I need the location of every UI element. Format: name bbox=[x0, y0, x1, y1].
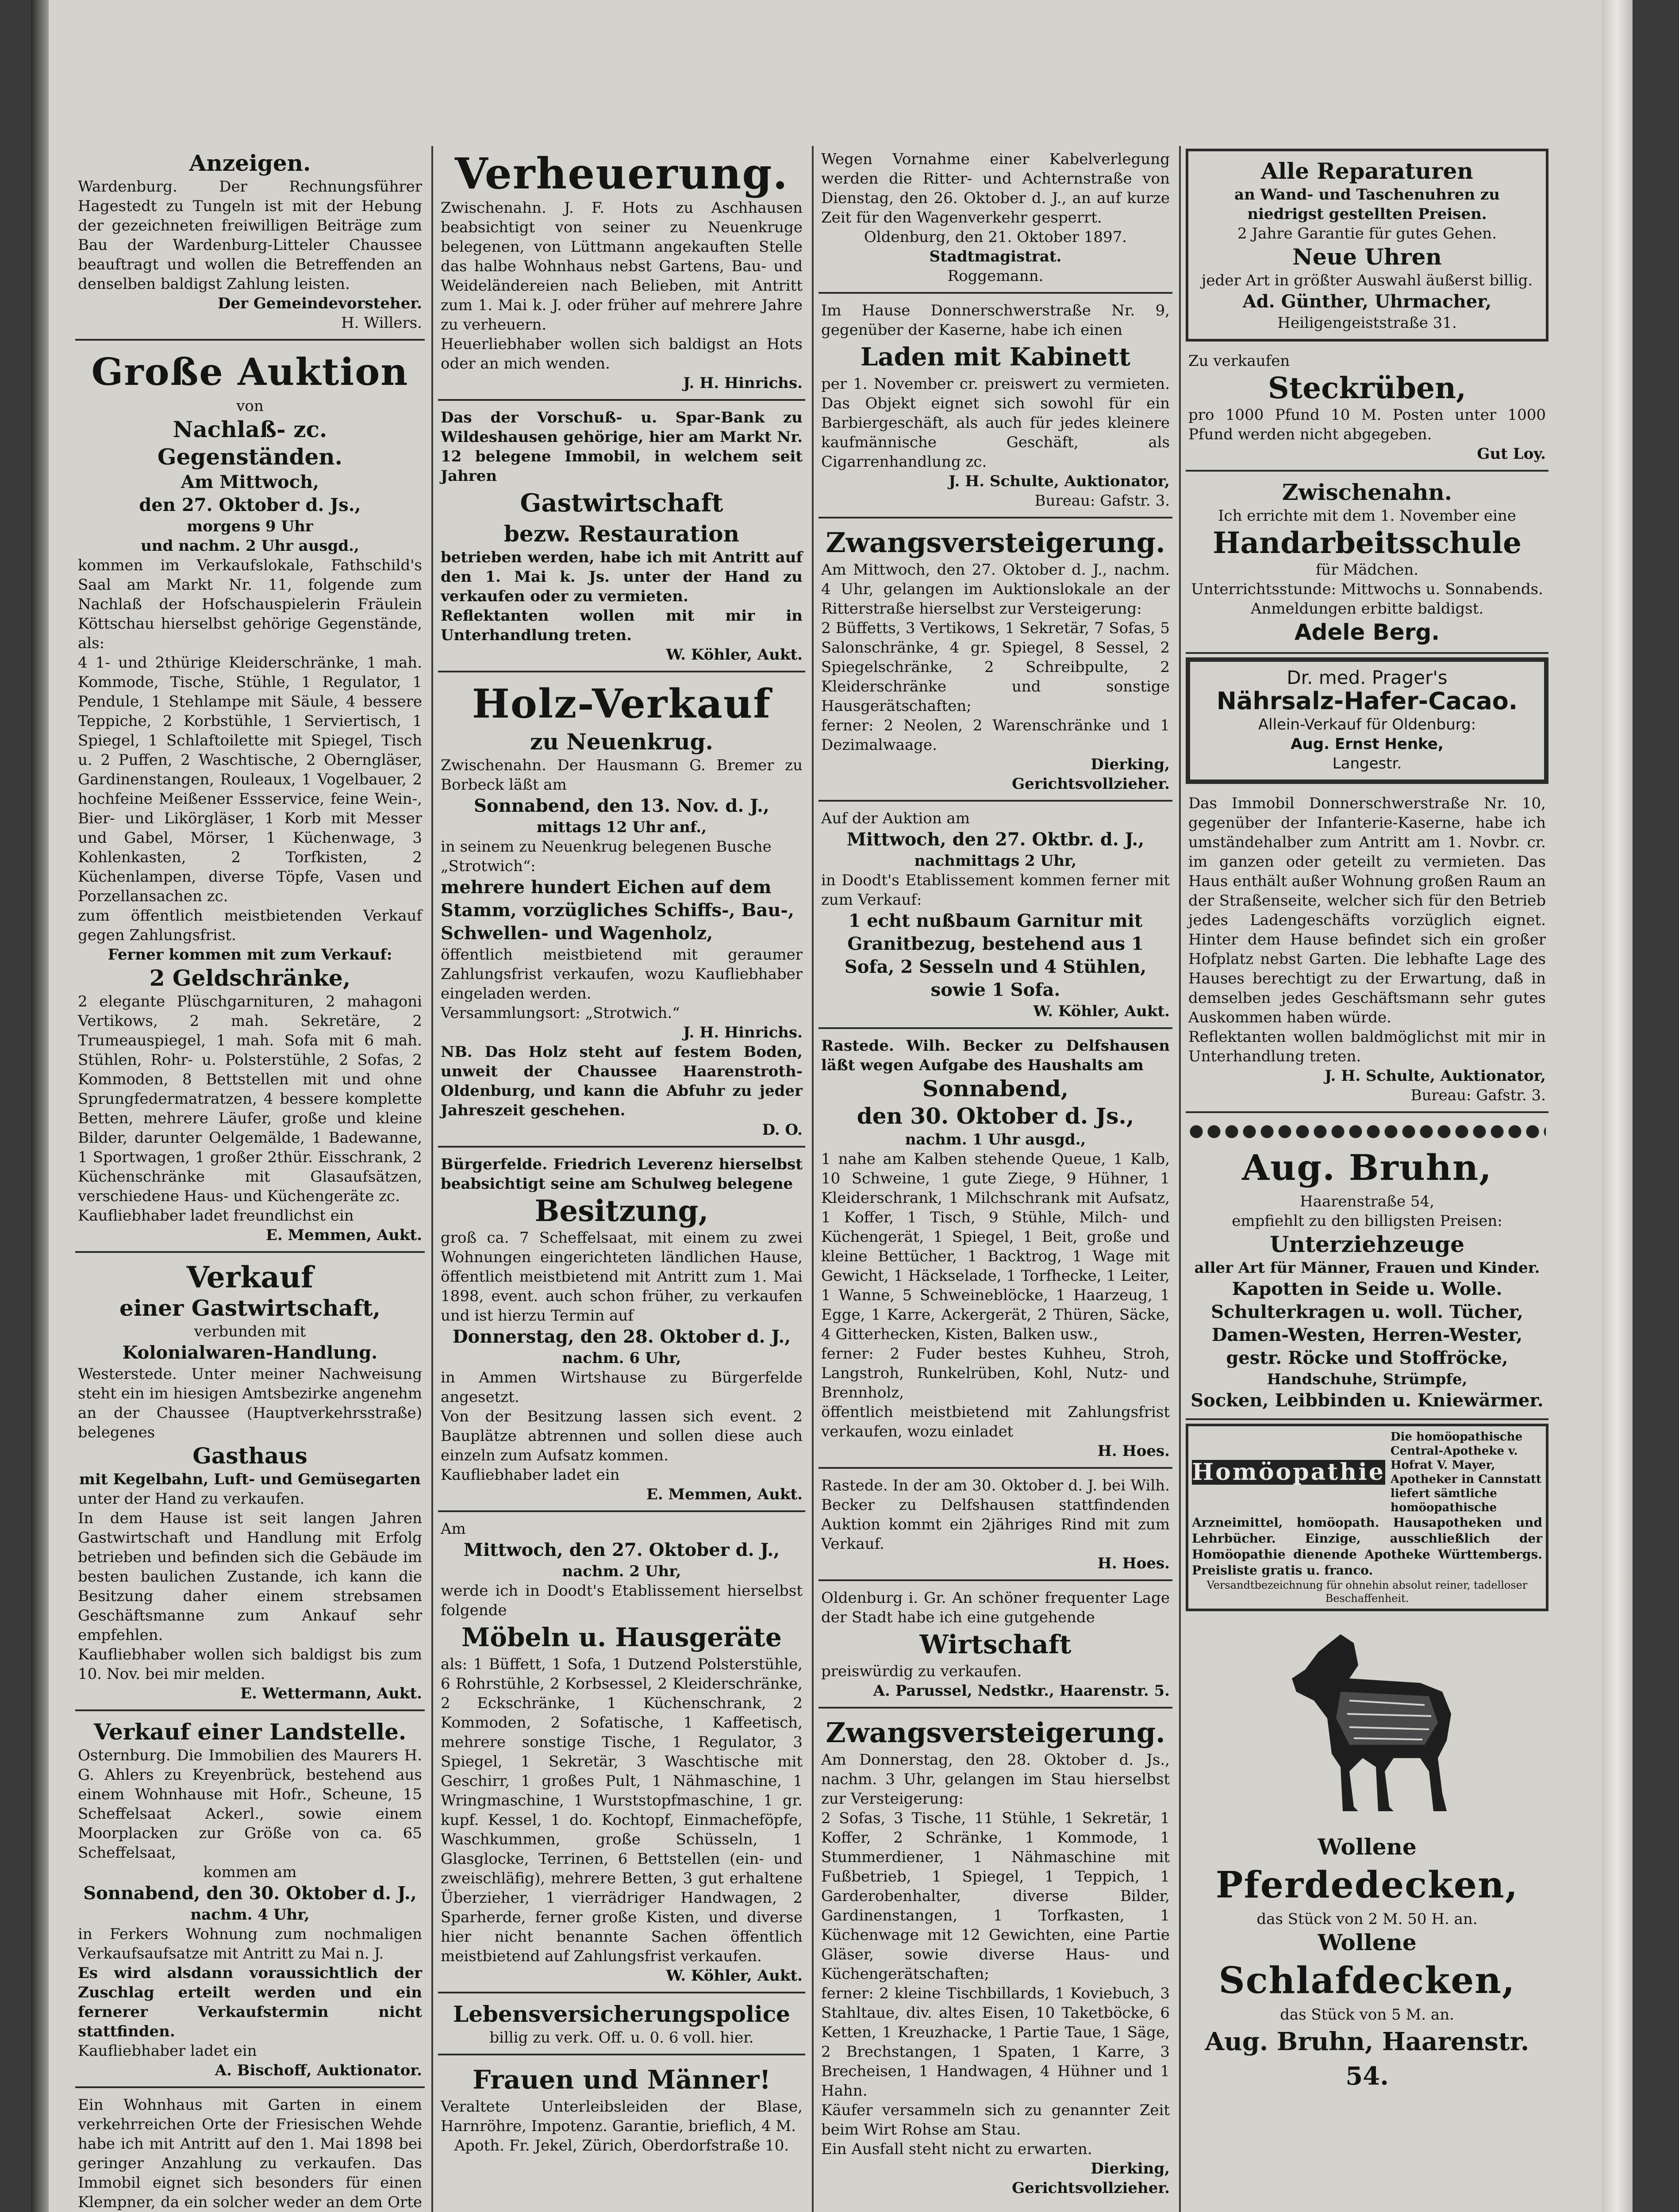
ad-wardenburg bbox=[75, 146, 425, 341]
column-rule bbox=[812, 146, 814, 2212]
ad-signature: Aug. Ernst Henke, bbox=[1291, 735, 1444, 753]
ad-signature: A. Bischoff, Auktionator. bbox=[215, 2062, 422, 2079]
ad-verheuerung bbox=[438, 146, 805, 401]
ad-wirtschaft bbox=[818, 1585, 1172, 1709]
ad-time: mittags 12 Uhr anf., bbox=[536, 818, 707, 836]
ad-signature: D. O. bbox=[762, 1121, 803, 1139]
ad-text: Das Immobil Donnerschwerstraße Nr. 10, gegenüber der Infanterie-Kaserne, habe ich umständehalber zum Antritt am 1. Novbr. cr. im ganzen oder geteilt zu vermieten. Das Haus enthält außer Wohnung großen Raum an der Straßenseite, welcher sich für den Betrieb jedes Ladengeschäfts vorzüglich eignet. Hinter dem Hause befindet sich ein großer Hofplatz nebst Garten. Die lebhafte Lage des Hauses berechtigt zu der Erwartung, daß in demselben jedes Geschäftsmann sehr gutes Auskommen haben würde. bbox=[1188, 795, 1546, 1026]
ad-text: 2 Büffetts, 3 Vertikows, 1 Sekretär, 7 Sofas, 5 Salonschränke, 4 gr. Spiegel, 8 Sessel, 2 Spiegelschränke, 2 Schreibpulte, 2 Kleiderschränke und sonstige Hausgerätschaften; bbox=[821, 619, 1170, 715]
column-rule bbox=[1179, 146, 1181, 2212]
ad-title: Holz-Verkauf bbox=[472, 680, 772, 727]
ad-text: Rastede. In der am 30. Oktober d. J. bei Wilh. Becker zu Delfshausen stattfindenden Auktion kommt ein 2jähriges Rind mit zum Verkauf. bbox=[821, 1477, 1170, 1553]
ad-signature: Stadtmagistrat. bbox=[929, 248, 1062, 265]
ad-subtitle: Kolonialwaren-Handlung. bbox=[122, 1342, 378, 1363]
ad-text: Handschuhe, Strümpfe, bbox=[1267, 1371, 1468, 1388]
column-4 bbox=[1186, 146, 1548, 2212]
ad-text: in Doodt's Etablissement kommen ferner mit zum Verkauf: bbox=[821, 872, 1170, 909]
ad-text: Kaufliebhaber ladet ein bbox=[441, 1466, 620, 1484]
column-3 bbox=[818, 146, 1172, 2212]
ad-text: empfiehlt zu den billigsten Preisen: bbox=[1232, 1212, 1502, 1230]
ad-signature: H. Willers. bbox=[341, 314, 422, 332]
ad-subtitle: Besitzung, bbox=[534, 1194, 709, 1228]
ad-subtitle: Gasthaus bbox=[192, 1443, 307, 1469]
ad-subtitle: Socken, Leibbinden u. Kniewärmer. bbox=[1191, 1390, 1544, 1411]
ad-rastede-rind bbox=[818, 1472, 1172, 1581]
ad-text: Dr. med. Prager's bbox=[1287, 667, 1448, 688]
ad-signature: Aug. Bruhn, Haarenstr. 54. bbox=[1205, 2027, 1529, 2091]
ad-text: Arzneimittel, homöopath. Hausapotheken und Lehrbücher. Einzige, ausschließlich der Homöopathie dienende Apotheke Württembergs. Preisliste gratis u. franco. bbox=[1192, 1515, 1542, 1578]
ad-text: in Ferkers Wohnung zum nochmaligen Verkaufsaufsatze mit Antritt zu Mai n. J. bbox=[78, 1925, 422, 1962]
ad-text: von bbox=[236, 397, 264, 415]
ad-text: 2 Jahre Garantie für gutes Gehen. bbox=[1237, 225, 1497, 242]
ad-text: Es wird alsdann voraussichtlich der Zuschlag erteilt werden und ein fernerer Verkaufstermin nicht stattfinden. bbox=[78, 1964, 422, 2040]
ad-text: Westerstede. Unter meiner Nachweisung steht ein im hiesigen Amtsbezirke angenehm an der Chaussee (Hauptverkehrsstraße) belegenes bbox=[78, 1365, 422, 1441]
ad-signature: E. Memmen, Aukt. bbox=[265, 1226, 422, 1244]
ad-text: ferner: 2 Fuder bestes Kuhheu, Stroh, Langstroh, Runkelrüben, Kohl, Nutz- und Brennholz, bbox=[821, 1345, 1170, 1402]
column-2 bbox=[438, 146, 805, 2212]
ad-zwangsversteigerung-1 bbox=[818, 522, 1172, 802]
ad-subtitle: mehrere hundert Eichen auf dem Stamm, vorzügliches Schiffs-, Bau-, Schwellen- und Wagenholz, bbox=[441, 877, 794, 944]
ad-frauen-maenner bbox=[438, 2059, 805, 2162]
ad-homoeopathie bbox=[1186, 1424, 1548, 1611]
ad-text: als: 1 Büffett, 1 Sofa, 1 Dutzend Polsterstühle, 6 Rohrstühle, 2 Korbsessel, 2 Kleiderschränke, 2 Eckschränke, 1 Küchenschrank, 2 Kommoden, 2 Sofatische, 1 Kaffeetisch, mehrere sonstige Tische, 1 Regulator, 3 Spiegel, 1 Sekretär, 3 Waschtische mit Geschirr, 1 großes Pult, 1 Nähmaschine, 1 Wringmaschine, 1 Wurststopfmaschine, 1 gr. kupf. Kessel, 1 do. Kochtopf, Einmacheföpfe, Waschkummen, große Schüsseln, 1 Glasglocke, Terrinen, 6 Bettstellen (ein- und zweischläfig), mehrere Betten, 3 gut erhaltene Überzieher, 1 vierrädriger Handwagen, 2 Sparherde, ferner große Kisten, und diverse hier nicht benannte Sachen öffentlich meistbietend auf Zahlungsfrist verkaufen. bbox=[441, 1655, 803, 1965]
ad-signature: W. Köhler, Aukt. bbox=[1033, 1002, 1170, 1020]
ad-text: Zwischenahn. J. F. Hots zu Aschhausen beabsichtigt von seiner zu Neuenkruge belegenen, von Lüttmann angekauften Stelle das halbe Wohnhaus nebst Gartens, Bau- und Weideländereien nach Belieben, mit Antritt zum 1. Mai k. J. oder früher auf mehrere Jahre zu verheuern. bbox=[441, 199, 803, 334]
ad-text: 4 1- und 2thürige Kleiderschränke, 1 mah. Kommode, Tische, Stühle, 1 Regulator, 1 Pendule, 1 Stehlampe mit Säule, 4 bessere Teppiche, 2 Korbstühle, 1 Serviertisch, 1 Spiegel, 1 Schlaftoilette mit Spiegel, Tisch u. 2 Puffen, 2 Waschtische, 2 Oberngläser, Gardinenstangen, Rouleaux, 1 Vogelbauer, 2 hochfeine Meißener Essservice, feine Wein-, Bier- und Likörgläser, 1 Korb mit Messer und Gabel, Mörser, 1 Küchenwage, 3 Kohlenkasten, 2 Torfkisten, 2 Küchenlampen, diverse Töpfe, Vasen und Porzellansachen zc. bbox=[78, 654, 422, 905]
ad-signature: J. H. Schulte, Auktionator, bbox=[949, 472, 1170, 490]
ad-text: Reflektanten wollen mit mir in Unterhandlung treten. bbox=[441, 607, 803, 644]
ad-signature: Gerichtsvollzieher. bbox=[1012, 775, 1170, 793]
ad-date: Sonnabend, den 13. Nov. d. J., bbox=[474, 795, 769, 816]
ad-text: 2 Sofas, 3 Tische, 11 Stühle, 1 Sekretär, 1 Koffer, 2 Schränke, 1 Kommode, 1 Stummerdiener, 1 Nähmaschine mit Fußbetrieb, 1 Spiegel, 1 Teppich, 1 Garderobenhalter, diverse Bilder, Gardinenstangen, 1 Torfkasten, 1 Küchenwage mit 12 Gewichten, eine Partie Gläser, sowie diverse Haus- und Küchengerätschaften; bbox=[821, 1809, 1170, 1983]
ad-signature: Gerichtsvollzieher. bbox=[1012, 2179, 1170, 2197]
ad-text: Im Hause Donnerschwerstraße Nr. 9, gegenüber der Kaserne, habe ich einen bbox=[821, 302, 1170, 339]
ad-text: kommen am bbox=[203, 1863, 297, 1881]
ad-aug-bruhn bbox=[1186, 1117, 1548, 1420]
ad-subtitle: gestr. Röcke und Stoffröcke, bbox=[1226, 1348, 1508, 1368]
ad-text: Wegen Vornahme einer Kabelverlegung werden die Ritter- und Achternstraße von Dienstag, den 26. Oktober d. J., an auf kurze Zeit für den Wagenverkehr gesperrt. bbox=[821, 150, 1170, 227]
ad-time: nachm. 6 Uhr, bbox=[562, 1349, 681, 1367]
ad-text: Wardenburg. Der Rechnungsführer Hagestedt zu Tungeln ist mit der Hebung der gezeichneten freiwilligen Beiträge zum Bau der Wardenburg-Litteler Chaussee beauftragt und wollen die Betreffenden an denselben baldigst Zahlung leisten. bbox=[78, 178, 422, 293]
ad-text: Ein Ausfall steht nicht zu erwarten. bbox=[821, 2140, 1092, 2158]
ad-signature: Bureau: Gafstr. 3. bbox=[1034, 492, 1170, 510]
ad-besitzung bbox=[438, 1151, 805, 1512]
ad-holz-verkauf bbox=[438, 676, 805, 1148]
ad-date: Mittwoch, den 27. Oktober d. J., bbox=[463, 1540, 780, 1560]
ad-signature: E. Memmen, Aukt. bbox=[646, 1486, 803, 1503]
ad-verkauf-landstelle bbox=[75, 1715, 425, 2088]
ad-title: Zwischenahn. bbox=[1282, 479, 1452, 505]
ad-time: nachm. 2 Uhr, bbox=[562, 1563, 681, 1580]
ad-text: das Stück von 5 M. an. bbox=[1280, 2006, 1454, 2024]
ad-subtitle: 2 Geldschränke, bbox=[149, 965, 351, 991]
ad-immobil-nr10 bbox=[1186, 790, 1548, 1113]
ad-signature: Ad. Günther, Uhrmacher, bbox=[1242, 291, 1492, 312]
ad-text: in seinem zu Neuenkrug belegenen Busche „Strotwich“: bbox=[441, 838, 772, 875]
ad-text: öffentlich meistbietend mit geraumer Zahlungsfrist verkaufen, wozu Kaufliebhaber eingeladen werden. bbox=[441, 946, 803, 1002]
ad-subtitle: einer Gastwirtschaft, bbox=[119, 1295, 380, 1321]
ad-signature: A. Parussel, Nedstkr., Haarenstr. 5. bbox=[873, 1682, 1170, 1700]
horse-illustration-icon bbox=[1252, 1625, 1482, 1829]
ad-time: und nachm. 2 Uhr ausgd., bbox=[141, 537, 359, 555]
ad-signature: J. H. Schulte, Auktionator, bbox=[1325, 1067, 1546, 1085]
ad-text: NB. Das Holz steht auf festem Boden, unweit der Chaussee Haarenstroth-Oldenburg, und kann die Abfuhr zu jeder Jahreszeit geschehen. bbox=[441, 1043, 803, 1119]
ad-signature: W. Köhler, Aukt. bbox=[666, 1967, 803, 1985]
ad-title: Verkauf bbox=[186, 1260, 314, 1294]
ad-signature: W. Köhler, Aukt. bbox=[666, 646, 803, 664]
ad-text: Kaufliebhaber ladet ein bbox=[78, 2042, 257, 2060]
ad-text: Kaufliebhaber ladet freundlichst ein bbox=[78, 1207, 354, 1225]
ad-title: Große Auktion bbox=[91, 350, 409, 394]
ad-text: Unterrichtsstunde: Mittwochs u. Sonnabends. bbox=[1191, 580, 1543, 598]
ad-date: Sonnabend, bbox=[922, 1075, 1069, 1102]
ad-text: 2 elegante Plüschgarnituren, 2 mahagoni Vertikows, 2 mah. Sekretäre, 2 Trumeauspiegel, 1 mah. Sofa mit 6 mah. Stühlen, Rohr- u. Polsterstühle, 2 Sofas, 2 Kommoden, 8 Bettstellen mit und ohne Sprungfedermatratzen, 4 bessere komplette Betten, mehrere Läufer, große und kleine Bilder, darunter Oelgemälde, 1 Badewanne, 1 Sportwagen, 1 großer 2thür. Eisschrank, 2 Küchenschränke mit Glasaufsätzen, verschiedene Haus- und Küchengeräte zc. bbox=[78, 993, 422, 1205]
ad-header bbox=[1192, 1430, 1542, 1515]
ad-subtitle: Unterziehzeuge bbox=[1269, 1231, 1465, 1257]
ad-decken bbox=[1186, 1617, 1548, 2100]
ad-signature: Dierking, bbox=[1091, 756, 1170, 773]
ad-signature: J. H. Hinrichs. bbox=[683, 374, 803, 392]
ad-text: groß ca. 7 Scheffelsaat, mit einem zu zwei Wohnungen eingerichteten ländlichen Hause, öffentlich meistbietend mit Antritt zum 1. Mai 1898, event. auch schon früher, zu verkaufen und ist hierzu Termin auf bbox=[441, 1229, 803, 1325]
ad-text: werde ich in Doodt's Etablissement hierselbst folgende bbox=[441, 1582, 803, 1619]
ad-text: mit Kegelbahn, Luft- und Gemüsegarten bbox=[79, 1471, 421, 1488]
ad-subtitle: Neue Uhren bbox=[1292, 244, 1442, 270]
ad-subtitle: 1 echt nußbaum Garnitur mit Granitbezug, bestehend aus 1 Sofa, 2 Sesseln und 4 Stühlen, sowie 1 Sofa. bbox=[844, 910, 1147, 1000]
ad-text: Käufer versammeln sich zu genannter Zeit beim Wirt Rohse am Stau. bbox=[821, 2101, 1170, 2139]
ad-text: Versandtbezeichnung für ohnehin absolut reiner, tadelloser Beschaffenheit. bbox=[1206, 1579, 1528, 1605]
ad-time: morgens 9 Uhr bbox=[187, 518, 313, 535]
ad-text: Langestr. bbox=[1332, 755, 1402, 772]
ad-zwangsversteigerung-2 bbox=[818, 1712, 1172, 2204]
ad-subtitle: Nährsalz-Hafer-Cacao. bbox=[1216, 687, 1518, 715]
ad-subtitle: zu Neuenkrug. bbox=[530, 729, 713, 755]
ad-text: Die homöopathische Central-Apotheke v. Hofrat V. Mayer, Apotheker in Cannstatt liefert sämtliche homöopathische bbox=[1390, 1430, 1542, 1514]
ad-verkauf-gastwirtschaft bbox=[75, 1256, 425, 1711]
ad-subtitle: Wirtschaft bbox=[919, 1629, 1072, 1659]
ad-title: Pferdedecken, bbox=[1215, 1864, 1519, 1906]
ad-text: Ferner kommen mit zum Verkauf: bbox=[108, 946, 392, 964]
ad-title: Verheuerung. bbox=[455, 149, 788, 199]
ad-text: Bürgerfelde. Friedrich Leverenz hierselbst beabsichtigt seine am Schulweg belegene bbox=[441, 1156, 803, 1193]
ad-text: Zwischenahn. Der Hausmann G. Bremer zu Borbeck läßt am bbox=[441, 757, 803, 794]
ad-signature: Roggemann. bbox=[947, 267, 1044, 285]
ad-text: ferner: 2 kleine Tischbillards, 1 Koviebuch, 3 Stahltaue, div. altes Eisen, 10 Taketböcke, 6 Ketten, 1 Kreuzhacke, 1 Partie Taue, 1 Säge, 2 Brechstangen, 1 Spaten, 1 Karre, 3 Brecheisen, 1 Handwagen, 4 Hühner und 1 Hahn. bbox=[821, 1985, 1170, 2100]
ad-subtitle: Wollene bbox=[1318, 1834, 1417, 1860]
ad-signature: Dierking, bbox=[1091, 2160, 1170, 2177]
ad-text: aller Art für Männer, Frauen und Kinder. bbox=[1194, 1259, 1540, 1277]
ad-date: Donnerstag, den 28. Oktober d. J., bbox=[452, 1326, 791, 1347]
ad-text: Ich errichte mit dem 1. November eine bbox=[1218, 507, 1516, 525]
ad-text: für Mädchen. bbox=[1315, 561, 1419, 579]
ad-police bbox=[438, 1997, 805, 2055]
binding-shadow bbox=[31, 0, 49, 2212]
ad-text: Allein-Verkauf für Oldenburg: bbox=[1258, 716, 1476, 733]
ad-gastwirtschaft-wildeshausen bbox=[438, 404, 805, 672]
ad-date: Am Mittwoch, bbox=[181, 472, 319, 492]
section-heading: Anzeigen. bbox=[189, 150, 311, 176]
ad-subtitle: Wollene bbox=[1318, 1929, 1417, 1955]
ad-subtitle: Handarbeitsschule bbox=[1212, 526, 1522, 560]
ad-signature: J. H. Hinrichs. bbox=[683, 1024, 803, 1041]
ad-time: nachm. 1 Uhr ausgd., bbox=[905, 1131, 1086, 1148]
ad-title: Lebensversicherungspolice bbox=[453, 2001, 790, 2027]
ad-signature: Adele Berg. bbox=[1294, 619, 1440, 645]
ad-title: Zwangsversteigerung. bbox=[826, 526, 1165, 559]
newspaper-page bbox=[31, 0, 1633, 2212]
ad-subtitle: Steckrüben, bbox=[1268, 371, 1466, 405]
ad-time: nachm. 4 Uhr, bbox=[190, 1906, 310, 1924]
ad-text: kommen im Verkaufslokale, Fathschild's Saal am Markt Nr. 11, folgende zum Nachlaß der Hofschauspielerin Fräulein Köttschau hierselbst gehörige Gegenstände, als: bbox=[78, 557, 422, 652]
ad-text: Am Mittwoch, den 27. Oktober d. J., nachm. 4 Uhr, gelangen im Auktionslokale an der Ritterstraße hierselbst zur Versteigerung: bbox=[821, 561, 1170, 618]
ad-text: Heuerliebhaber wollen sich baldigst an Hots oder an mich wenden. bbox=[441, 335, 803, 373]
ad-text: Haarenstraße 54, bbox=[1300, 1193, 1434, 1210]
ad-subtitle: Möbeln u. Hausgeräte bbox=[461, 1622, 782, 1652]
ad-laden-kabinett bbox=[818, 297, 1172, 518]
ad-text: preiswürdig zu verkaufen. bbox=[821, 1663, 1022, 1680]
ad-text: Kaufliebhaber wollen sich baldigst bis zum 10. Nov. bei mir melden. bbox=[78, 1646, 422, 1683]
ad-title: Homöopathie bbox=[1192, 1459, 1385, 1486]
ad-wohnhaus bbox=[75, 2092, 425, 2212]
ad-date: den 27. Oktober d. Js., bbox=[139, 495, 361, 515]
ad-subtitle: Schulterkragen u. woll. Tücher, bbox=[1211, 1302, 1523, 1322]
ad-signature: Der Gemeindevorsteher. bbox=[218, 295, 422, 312]
ad-text: Anmeldungen erbitte baldigst. bbox=[1250, 600, 1484, 618]
ad-signature: H. Hoes. bbox=[1097, 1442, 1170, 1460]
ad-signature: Gut Loy. bbox=[1477, 445, 1546, 463]
ad-title: Aug. Bruhn, bbox=[1242, 1147, 1492, 1188]
ad-text: verbunden mit bbox=[194, 1323, 306, 1340]
ad-date: Mittwoch, den 27. Oktbr. d. J., bbox=[846, 829, 1145, 850]
ad-signature: H. Hoes. bbox=[1097, 1555, 1170, 1572]
ad-text: zum öffentlich meistbietenden Verkauf gegen Zahlungsfrist. bbox=[78, 907, 422, 944]
ad-signature: Bureau: Gafstr. 3. bbox=[1410, 1087, 1546, 1104]
ad-steckrueben bbox=[1186, 348, 1548, 472]
ad-text: Am bbox=[441, 1520, 466, 1538]
ad-text: pro 1000 Pfund 10 M. Posten unter 1000 Pfund werden nicht abgegeben. bbox=[1188, 406, 1546, 443]
ad-text: per 1. November cr. preiswert zu vermieten. Das Objekt eignet sich sowohl für ein Barbiergeschäft, als auch für jedes kleinere kaufmännische Geschäft, als Cigarrenhandlung zc. bbox=[821, 375, 1170, 471]
ad-text: Das der Vorschuß- u. Spar-Bank zu Wildeshausen gehörige, hier am Markt Nr. 12 belegene Immobil, in welchem seit Jahren bbox=[441, 409, 803, 485]
ad-grosse-auktion bbox=[75, 344, 425, 1253]
ad-text: Am Donnerstag, den 28. Oktober d. Js., nachm. 3 Uhr, gelangen im Stau hierselbst zur Versteigerung: bbox=[821, 1751, 1170, 1808]
ad-rastede-haushalt bbox=[818, 1033, 1172, 1469]
ad-text: Veraltete Unterleibsleiden der Blase, Harnröhre, Impotenz. Garantie, brieflich, 4 M. bbox=[441, 2098, 803, 2135]
ad-title: Zwangsversteigerung. bbox=[826, 1717, 1165, 1749]
ad-title: Schlafdecken, bbox=[1218, 1959, 1516, 2002]
ad-text: Oldenburg, den 21. Oktober 1897. bbox=[864, 228, 1127, 246]
ad-subtitle: Nachlaß- zc. Gegenständen. bbox=[157, 416, 343, 470]
ad-text: Ein Wohnhaus mit Garten in einem verkehrreichen Orte der Friesischen Wehde habe ich mit Antritt auf den 1. Mai 1898 bei geringer Anzahlung zu verkaufen. Das Immobil eignet sich besonders für einen Klempner, da ein solcher weder an dem Orte bbox=[78, 2096, 422, 2211]
ad-subtitle: bezw. Restauration bbox=[504, 521, 739, 547]
ad-text: betrieben werden, habe ich mit Antritt auf den 1. Mai k. Js. unter der Hand zu verkaufen oder zu vermieten. bbox=[441, 549, 803, 605]
ad-text: Auf der Auktion am bbox=[821, 810, 970, 827]
ad-subtitle: Damen-Westen, Herren-Wester, bbox=[1211, 1325, 1523, 1345]
ad-date: den 30. Oktober d. Js., bbox=[857, 1103, 1134, 1129]
ad-date: Sonnabend, den 30. Oktober d. J., bbox=[83, 1883, 417, 1904]
ad-text: Apoth. Fr. Jekel, Zürich, Oberdorfstraße 10. bbox=[454, 2137, 789, 2154]
column-rule bbox=[431, 146, 433, 2212]
ad-text: Versammlungsort: „Strotwich.“ bbox=[441, 1004, 680, 1022]
ad-text: ferner: 2 Neolen, 2 Warenschränke und 1 Dezimalwaage. bbox=[821, 717, 1170, 754]
ad-title: Frauen und Männer! bbox=[473, 2065, 771, 2095]
ad-text: Rastede. Wilh. Becker zu Delfshausen läßt wegen Aufgabe des Haushalts am bbox=[821, 1037, 1170, 1074]
ad-reparaturen bbox=[1186, 149, 1548, 342]
ad-text: jeder Art in größter Auswahl äußerst billig. bbox=[1201, 272, 1533, 289]
ad-signature: E. Wettermann, Aukt. bbox=[240, 1685, 422, 1702]
ad-text: billig zu verk. Off. u. 0. 6 voll. hier. bbox=[489, 2029, 754, 2047]
ad-text: In dem Hause ist seit langen Jahren Gastwirtschaft und Handlung mit Erfolg betrieben und befinden sich die Gebäude im besten baulichen Zustande, ich kann die Besitzung daher einem strebsamen Geschäftsmanne zum Ankauf sehr empfehlen. bbox=[78, 1509, 422, 1644]
ad-subtitle: Gastwirtschaft bbox=[520, 488, 723, 518]
ad-text: 1 nahe am Kalben stehende Queue, 1 Kalb, 10 Schweine, 1 gute Ziege, 9 Hühner, 1 Kleiderschrank, 1 Milchschrank mit Aufsatz, 1 Koffer, 1 Tisch, 9 Stühle, Milch- und Küchengerät, 1 Spiegel, 1 Beit, große und kleine Bettücher, 1 Backtrog, 1 Wage mit Gewicht, 1 Häckselade, 1 Torfhecke, 1 Leiter, 1 Wanne, 5 Schweineblöcke, 1 Haarzeug, 1 Egge, 1 Karre, Ackergerät, 2 Thüren, Säcke, 4 Gitterhecken, Kisten, Balken usw., bbox=[821, 1150, 1170, 1343]
ad-subtitle: Laden mit Kabinett bbox=[860, 342, 1130, 372]
ornament-border bbox=[1188, 1124, 1546, 1140]
ad-title: Verkauf einer Landstelle. bbox=[93, 1719, 407, 1745]
ad-text: an Wand- und Taschenuhren zu niedrigst gestellten Preisen. bbox=[1234, 186, 1500, 223]
ad-handarbeitsschule bbox=[1186, 475, 1548, 654]
ad-auktion-garnitur bbox=[818, 805, 1172, 1029]
ad-text: Osternburg. Die Immobilien des Maurers H. G. Ahlers zu Kreyenbrück, bestehend aus einem Wohnhause mit Hofr., Scheune, 15 Scheffelsaat Ackerl., sowie einem Moorplacken zur Größe von ca. 65 Scheffelsaat, bbox=[78, 1747, 422, 1862]
column-1 bbox=[75, 146, 425, 2212]
ad-text: unter der Hand zu verkaufen. bbox=[78, 1490, 305, 1508]
ad-text: in Ammen Wirtshause zu Bürgerfelde angesetzt. bbox=[441, 1369, 803, 1406]
ad-subtitle: Kapotten in Seide u. Wolle. bbox=[1232, 1279, 1502, 1299]
ad-kabelverlegung bbox=[818, 146, 1172, 294]
ad-text: Von der Besitzung lassen sich event. 2 Bauplätze abtrennen und sollen diese auch einzeln zum Aufsatz kommen. bbox=[441, 1408, 803, 1464]
ad-text: das Stück von 2 M. 50 H. an. bbox=[1256, 1910, 1478, 1928]
ad-text: Zu verkaufen bbox=[1188, 352, 1290, 370]
ad-moebeln bbox=[438, 1516, 805, 1993]
ad-text: Reflektanten wollen baldmöglichst mit mir in Unterhandlung treten. bbox=[1188, 1028, 1546, 1065]
ad-title: Alle Reparaturen bbox=[1261, 158, 1473, 184]
page-edge bbox=[1602, 0, 1633, 2212]
ad-text: öffentlich meistbietend mit Zahlungsfrist verkaufen, wozu einladet bbox=[821, 1403, 1170, 1440]
ad-text: Oldenburg i. Gr. An schöner frequenter Lage der Stadt habe ich eine gutgehende bbox=[821, 1589, 1170, 1626]
ad-text: Heiligengeiststraße 31. bbox=[1277, 314, 1457, 332]
ad-time: nachmittags 2 Uhr, bbox=[914, 852, 1077, 870]
ad-naehrsalz bbox=[1186, 657, 1548, 784]
